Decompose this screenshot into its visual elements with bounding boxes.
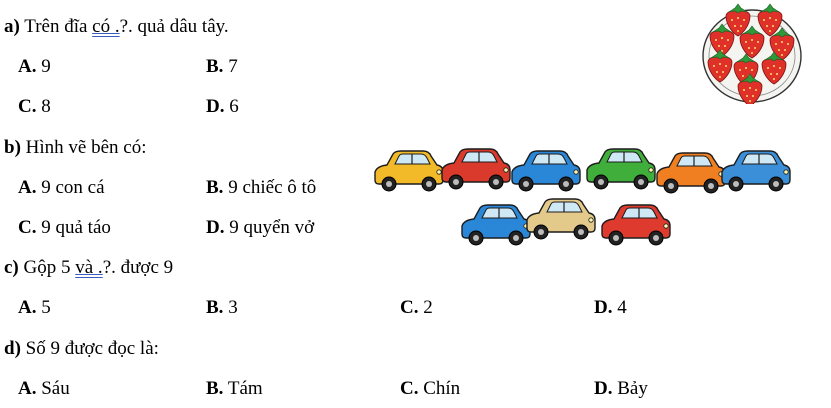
option-text: 5 <box>41 297 51 318</box>
option-b-C[interactable] <box>18 217 111 239</box>
option-a-C[interactable] <box>18 96 51 118</box>
question-text: Gộp 5 <box>23 257 71 278</box>
option-d-C[interactable] <box>400 378 460 400</box>
option-letter: C. <box>400 378 419 399</box>
question-text: Trên đĩa <box>24 16 88 37</box>
option-text: Bảy <box>617 378 648 399</box>
option-letter: D. <box>594 378 613 399</box>
question-text-rest: ?. quả dâu tây. <box>119 16 229 37</box>
option-text: 9 quyển vở <box>229 217 315 238</box>
option-letter: D. <box>594 297 613 318</box>
option-letter: D. <box>206 217 225 238</box>
option-text: Tám <box>227 378 263 399</box>
option-text: 3 <box>228 297 238 318</box>
option-letter: B. <box>206 378 224 399</box>
option-text: Chín <box>423 378 461 399</box>
question-c <box>4 257 173 279</box>
option-letter: C. <box>400 297 419 318</box>
option-letter: A. <box>18 177 37 198</box>
question-text: Số 9 được đọc là: <box>25 338 159 359</box>
option-letter: C. <box>18 96 37 117</box>
car-icon <box>442 149 510 189</box>
option-text: 9 <box>41 56 51 77</box>
option-a-B[interactable] <box>206 56 238 78</box>
question-a <box>4 16 229 38</box>
option-a-A[interactable] <box>18 56 51 78</box>
option-letter: A. <box>18 56 37 77</box>
car-icon <box>375 151 443 191</box>
question-label: d) <box>4 338 21 359</box>
question-d <box>4 338 159 360</box>
option-d-D[interactable] <box>594 378 648 400</box>
option-c-B[interactable] <box>206 297 238 319</box>
question-label: b) <box>4 137 21 158</box>
option-text: 9 chiếc ô tô <box>228 177 317 198</box>
strawberry-plate-image <box>700 2 804 104</box>
option-letter: B. <box>206 177 224 198</box>
option-text: 9 con cá <box>41 177 105 198</box>
option-b-D[interactable] <box>206 217 314 239</box>
option-b-B[interactable] <box>206 177 316 199</box>
option-letter: B. <box>206 297 224 318</box>
car-icon <box>657 153 725 193</box>
option-text: 4 <box>617 297 627 318</box>
blank-underlined: có . <box>92 16 120 37</box>
option-d-A[interactable] <box>18 378 70 400</box>
cars-image <box>370 142 806 256</box>
option-text: 8 <box>41 96 51 117</box>
option-letter: B. <box>206 56 224 77</box>
car-icon <box>527 199 595 239</box>
option-c-C[interactable] <box>400 297 433 319</box>
car-icon <box>462 205 530 245</box>
option-letter: C. <box>18 217 37 238</box>
question-text-rest: ?. được 9 <box>102 257 174 278</box>
option-text: 7 <box>228 56 238 77</box>
option-c-A[interactable] <box>18 297 51 319</box>
option-a-D[interactable] <box>206 96 239 118</box>
car-icon <box>722 151 790 191</box>
car-icon <box>602 205 670 245</box>
option-text: 2 <box>423 297 433 318</box>
option-d-B[interactable] <box>206 378 263 400</box>
question-text: Hình vẽ bên có: <box>25 137 147 158</box>
cars-group <box>375 149 790 245</box>
option-b-A[interactable] <box>18 177 105 199</box>
option-text: 6 <box>229 96 239 117</box>
question-b <box>4 137 146 159</box>
option-letter: A. <box>18 378 37 399</box>
option-letter: D. <box>206 96 225 117</box>
car-icon <box>512 151 580 191</box>
question-label: a) <box>4 16 20 37</box>
option-text: Sáu <box>41 378 70 399</box>
blank-underlined: và . <box>75 257 103 278</box>
option-letter: A. <box>18 297 37 318</box>
option-text: 9 quả táo <box>41 217 111 238</box>
car-icon <box>587 149 655 189</box>
question-label: c) <box>4 257 19 278</box>
option-c-D[interactable] <box>594 297 627 319</box>
